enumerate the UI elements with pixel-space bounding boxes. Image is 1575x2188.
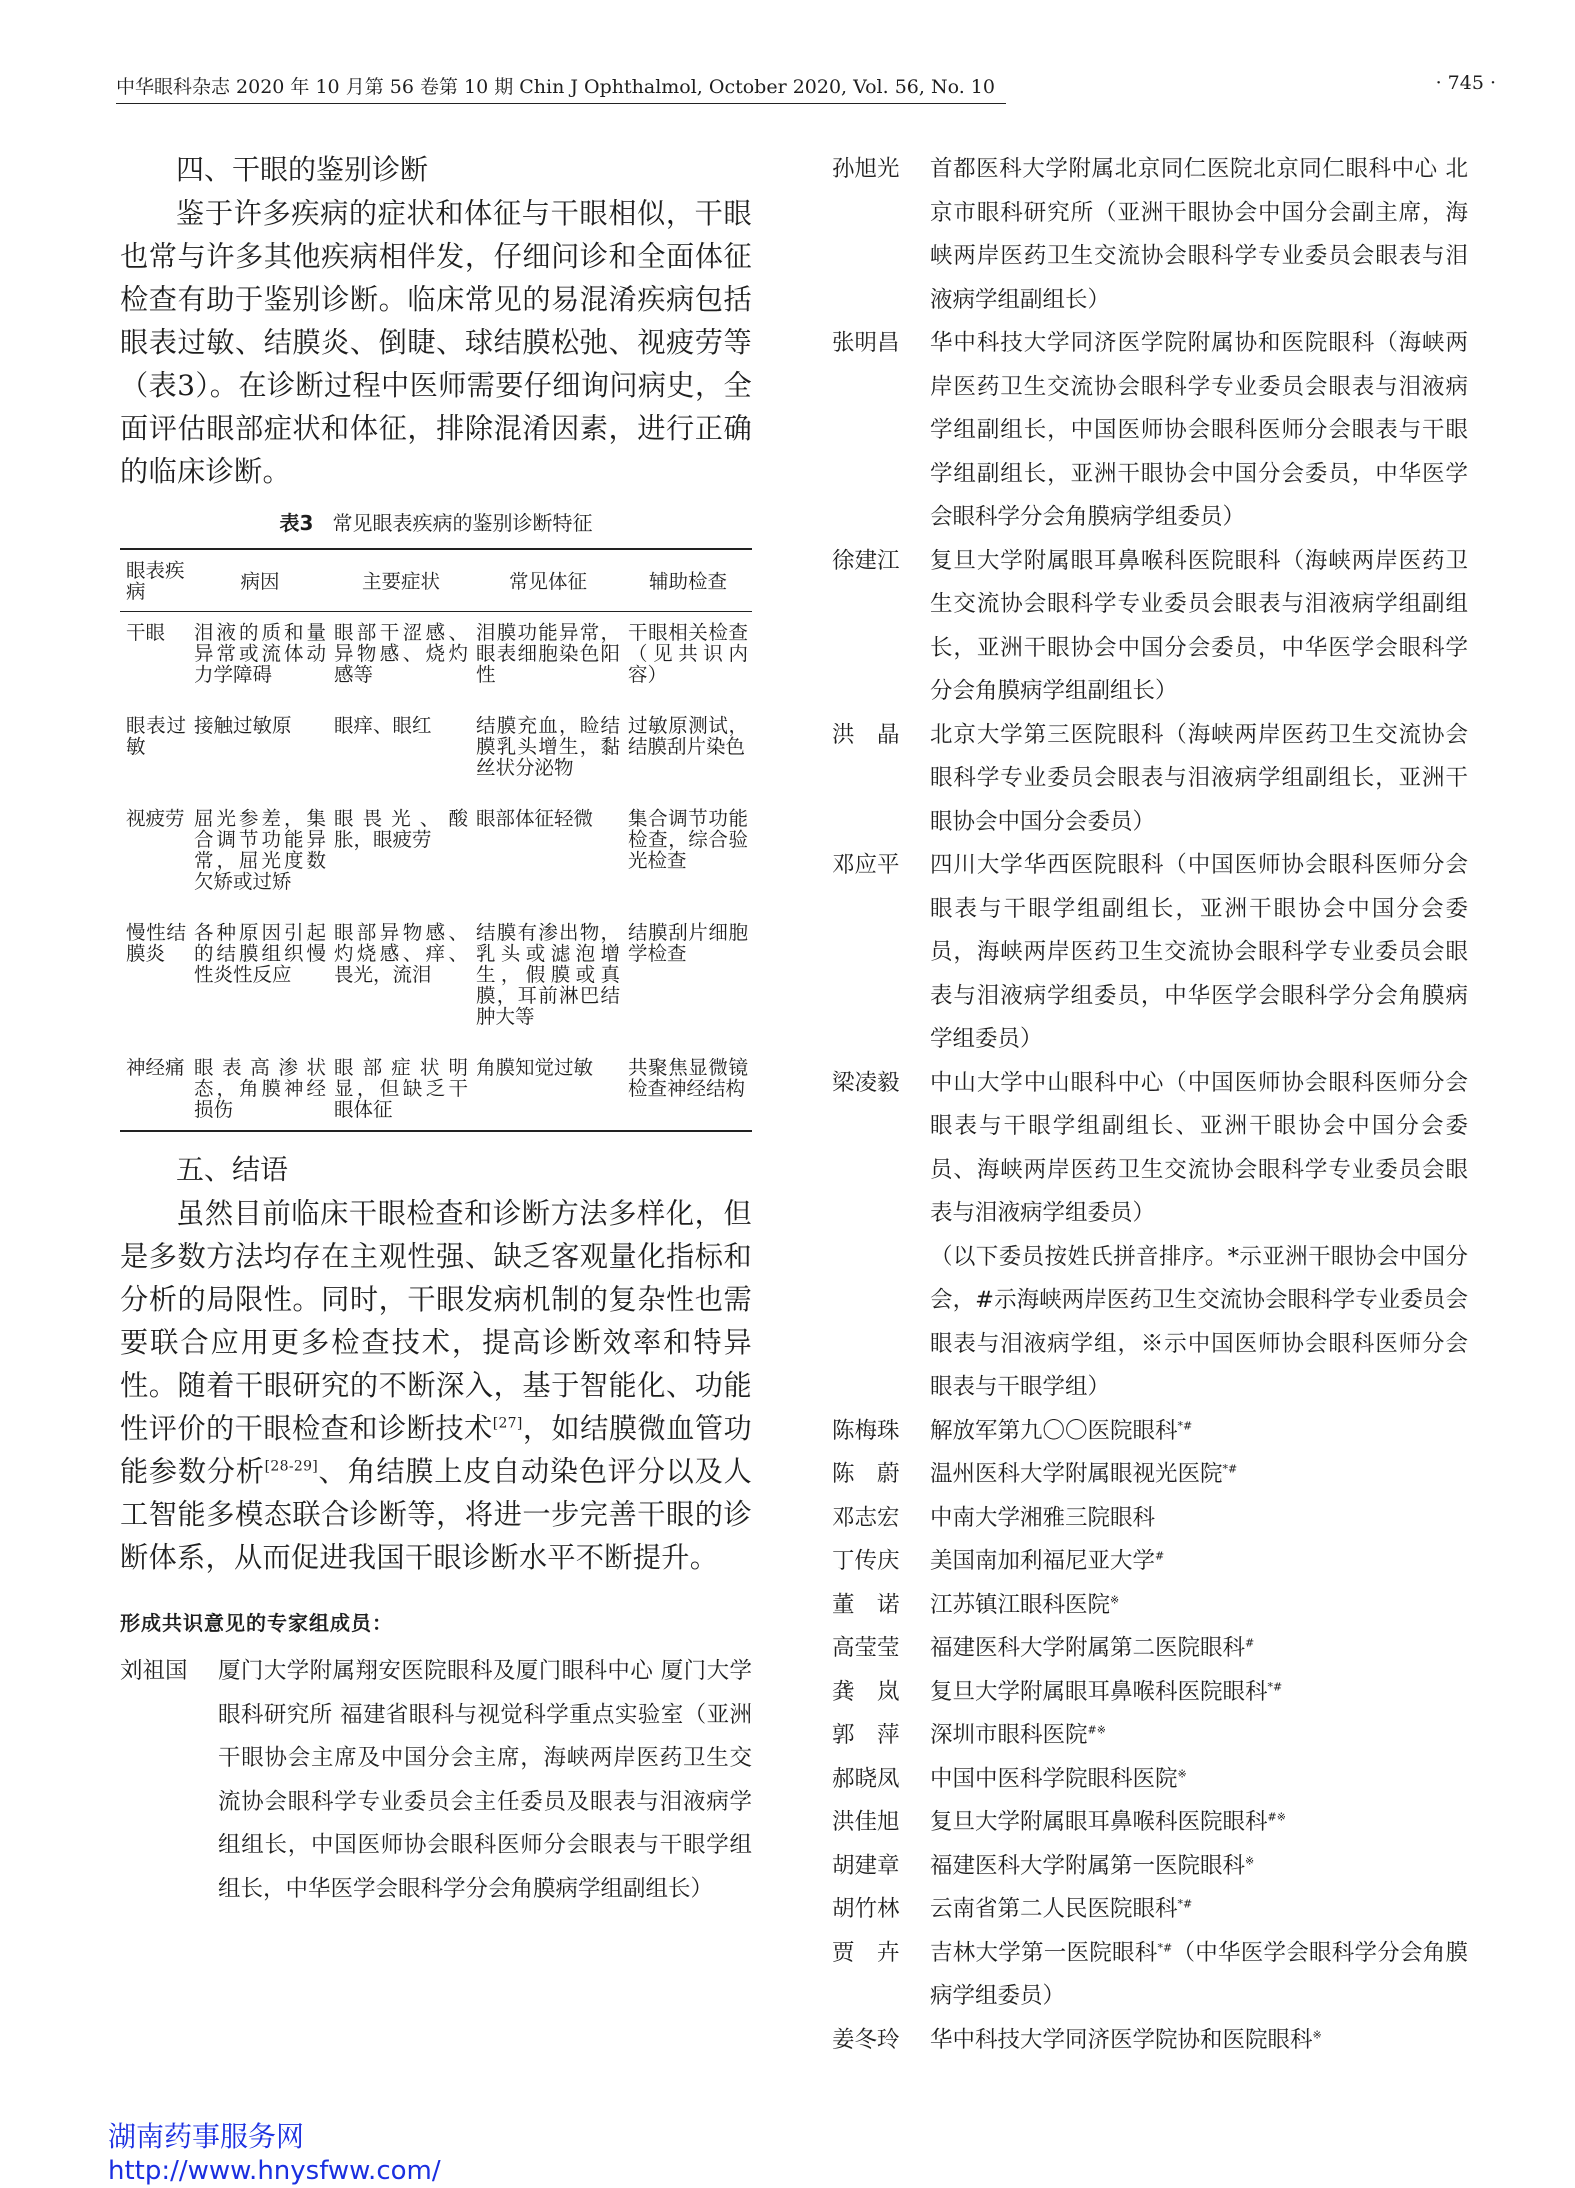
table-cell: 结膜刮片细胞学检查 <box>628 921 748 965</box>
member-affiliation <box>930 1453 1468 1497</box>
table-header-cell: 主要症状 <box>330 549 472 612</box>
table-cell: 视疲劳 <box>126 807 185 830</box>
member-name: 陈 蔚 <box>832 1461 900 1487</box>
section-4-title: 四、干眼的鉴别诊断 <box>176 153 429 186</box>
expert-member <box>832 1801 1468 1845</box>
expert-member <box>832 1627 1468 1671</box>
group-mark: *# <box>1177 1419 1193 1432</box>
member-name: 邓应平 <box>832 852 900 878</box>
section-5-text-c: 、角结膜上皮自动染色评分以及人工智能多模态联合诊断等，将进一步完善干眼的诊断体系，从而促进我国干眼诊断水平不断提升。 <box>120 1455 752 1574</box>
member-name: 郭 萍 <box>832 1722 900 1748</box>
expert-member <box>832 1497 1468 1541</box>
table-cell: 接触过敏原 <box>194 714 292 737</box>
member-affiliation <box>930 1714 1468 1758</box>
expert-member <box>832 1410 1468 1454</box>
affiliation-text: 首都医科大学附属北京同仁医院北京同仁眼科中心 北京市眼科研究所（亚洲干眼协会中国分会副主席，海峡两岸医药卫生交流协会眼科学专业委员会眼表与泪液病学组副组长） <box>930 156 1468 313</box>
table-header-cell: 病因 <box>190 549 330 612</box>
expert-member <box>832 322 1468 540</box>
table-cell: 眼部症状明显，但缺乏干眼体征 <box>334 1056 468 1121</box>
table-cell: 眼部异物感、灼烧感、痒、畏光，流泪 <box>334 921 468 986</box>
expert-member <box>832 1758 1468 1802</box>
table-row <box>120 1051 752 1131</box>
right-column <box>832 148 1468 2062</box>
affiliation-text: 厦门大学附属翔安医院眼科及厦门眼科中心 厦门大学眼科研究所 福建省眼科与视觉科学重点实验室（亚洲干眼协会主席及中国分会主席，海峡两岸医药卫生交流协会眼科学专业委员会主任委员及眼表与泪液病学组组长，中国医师协会眼科医师分会眼表与干眼学组组长，中华医学会眼科学分会角膜病学组副组长） <box>218 1658 752 1902</box>
expert-member <box>832 1062 1468 1236</box>
member-name: 董 诺 <box>832 1591 900 1618</box>
table-cell: 结膜充血，睑结膜乳头增生，黏丝状分泌物 <box>476 714 620 779</box>
group-mark: # <box>1245 1636 1255 1650</box>
watermark-site-name: 湖南药事服务网 <box>108 2120 305 2153</box>
member-name: 洪佳旭 <box>832 1809 900 1835</box>
table-cell: 神经痛 <box>126 1056 185 1079</box>
member-affiliation <box>930 1845 1468 1889</box>
group-mark: # <box>1155 1549 1165 1563</box>
table-cell: 眼表高渗状态，角膜神经损伤 <box>194 1056 326 1121</box>
member-name: 郝晓凤 <box>832 1765 900 1792</box>
citation-28-29: [28-29] <box>264 1458 319 1475</box>
member-affiliation <box>930 1540 1468 1584</box>
right-members-list-a <box>832 148 1468 1236</box>
member-affiliation <box>930 322 1468 540</box>
affiliation-text: 北京大学第三医院眼科（海峡两岸医药卫生交流协会眼科学专业委员会眼表与泪液病学组副组长，亚洲干眼协会中国分会委员） <box>930 721 1468 835</box>
affiliation-text: 云南省第二人民医院眼科 <box>930 1896 1178 1922</box>
watermark-url: http://www.hnysfww.com/ <box>108 2156 441 2186</box>
affiliation-text: 福建医科大学附属第一医院眼科 <box>930 1852 1246 1879</box>
group-mark: ※ <box>1177 1767 1187 1780</box>
member-affiliation <box>930 540 1468 714</box>
member-name: 徐建江 <box>832 547 900 574</box>
table-3-label: 表3 <box>279 511 314 535</box>
expert-member <box>832 2019 1468 2063</box>
member-name: 邓志宏 <box>832 1504 900 1531</box>
table-cell: 过敏原测试，结膜刮片染色 <box>628 714 748 758</box>
member-affiliation <box>930 1671 1468 1715</box>
group-mark: ※ <box>1312 2028 1322 2041</box>
group-mark: #※ <box>1267 1810 1286 1824</box>
affiliation-text: 四川大学华西医院眼科（中国医师协会眼科医师分会眼表与干眼学组副组长，亚洲干眼协会中国分会委员，海峡两岸医药卫生交流协会眼科学专业委员会眼表与泪液病学组委员，中华医学会眼科学分会角膜病学组委员） <box>930 852 1468 1052</box>
expert-member <box>120 1650 752 1911</box>
table-cell: 泪膜功能异常，眼表细胞染色阳性 <box>476 621 620 686</box>
table-header-cell: 眼表疾病 <box>120 549 190 612</box>
table-cell: 泪液的质和量异常或流体动力学障碍 <box>194 621 326 686</box>
affiliation-text: 深圳市眼科医院 <box>930 1722 1088 1748</box>
member-affiliation <box>930 1627 1468 1671</box>
group-mark: *# <box>1222 1462 1238 1476</box>
member-order-note: （以下委员按姓氏拼音排序。*示亚洲干眼协会中国分会，#示海峡两岸医药卫生交流协会眼科学专业委员会眼表与泪液病学组，※示中国医师协会眼科医师分会眼表与干眼学组） <box>930 1243 1468 1400</box>
member-name: 丁传庆 <box>832 1548 900 1574</box>
member-affiliation <box>930 1932 1468 2019</box>
table-row <box>120 709 752 802</box>
header-rule <box>116 103 1006 104</box>
expert-member <box>832 714 1468 845</box>
member-name: 胡建章 <box>832 1852 900 1879</box>
table-header-cell: 辅助检查 <box>624 549 752 612</box>
table-3-title: 常见眼表疾病的鉴别诊断特征 <box>332 511 593 535</box>
member-affiliation <box>930 1497 1468 1541</box>
table-row <box>120 612 752 710</box>
table-cell: 集合调节功能检查，综合验光检查 <box>628 807 748 872</box>
affiliation-text: 吉林大学第一医院眼科 <box>930 1939 1158 1966</box>
expert-member <box>832 1845 1468 1889</box>
affiliation-text: 温州医科大学附属眼视光医院 <box>930 1461 1223 1487</box>
expert-member <box>832 844 1468 1062</box>
expert-member <box>832 1540 1468 1584</box>
affiliation-text: 华中科技大学同济医学院附属协和医院眼科（海峡两岸医药卫生交流协会眼科学专业委员会眼表与泪液病学组副组长，中国医师协会眼科医师分会眼表与干眼学组副组长，亚洲干眼协会中国分会委员，中华医学会眼科学分会角膜病学组委员） <box>930 330 1468 530</box>
member-affiliation <box>930 1584 1468 1628</box>
member-name: 陈梅珠 <box>832 1417 900 1444</box>
affiliation-text: 福建医科大学附属第二医院眼科 <box>930 1635 1246 1661</box>
group-mark: ※ <box>1110 1593 1120 1606</box>
member-name: 张明昌 <box>832 330 900 356</box>
table-cell: 眼痒、眼红 <box>334 714 432 737</box>
table-cell: 角膜知觉过敏 <box>476 1056 594 1079</box>
expert-member <box>832 1932 1468 2019</box>
member-affiliation <box>930 2019 1468 2063</box>
affiliation-text: 中国中医科学院眼科医院 <box>930 1765 1178 1792</box>
table-3 <box>120 548 752 1132</box>
member-affiliation <box>930 1062 1468 1236</box>
table-cell: 屈光参差，集合调节功能异常，屈光度数欠矫或过矫 <box>194 807 326 893</box>
affiliation-text: 美国南加利福尼亚大学 <box>930 1548 1156 1574</box>
section-5-paragraph <box>120 1192 752 1579</box>
expert-member <box>832 540 1468 714</box>
running-header <box>116 72 1496 106</box>
left-column <box>120 150 752 1911</box>
table-row <box>120 802 752 916</box>
group-mark: ※ <box>1245 1854 1255 1867</box>
table-row <box>120 916 752 1051</box>
table-header-row <box>120 549 752 612</box>
member-name: 洪 晶 <box>832 721 900 748</box>
journal-citation: 中华眼科杂志 2020 年 10 月第 56 卷第 10 期 Chin J Ophthalmol, October 2020, Vol. 56, No. 10 <box>116 76 995 98</box>
affiliation-text: 解放军第九〇〇医院眼科 <box>930 1417 1178 1444</box>
member-affiliation <box>930 1410 1468 1454</box>
table-cell: 眼表过敏 <box>126 714 186 758</box>
affiliation-text: 复旦大学附属眼耳鼻喉科医院眼科 <box>930 1809 1268 1835</box>
affiliation-text: 复旦大学附属眼耳鼻喉科医院眼科（海峡两岸医药卫生交流协会眼科学专业委员会眼表与泪液病学组副组长，亚洲干眼协会中国分会委员，中华医学会眼科学分会角膜病学组副组长） <box>930 547 1468 704</box>
table-cell: 结膜有渗出物，乳头或滤泡增生，假膜或真膜，耳前淋巴结肿大等 <box>476 921 620 1028</box>
member-name: 刘祖国 <box>120 1658 188 1684</box>
section-5-title: 五、结语 <box>176 1153 289 1186</box>
table-3-caption <box>120 507 752 536</box>
section-5-text-a: 虽然目前临床干眼检查和诊断方法多样化，但是多数方法均存在主观性强、缺乏客观量化指标和分析的局限性。同时，干眼发病机制的复杂性也需要联合应用更多检查技术，提高诊断效率和特异性。随着干眼研究的不断深入，基于智能化、功能性评价的干眼检查和诊断技术 <box>120 1197 752 1445</box>
member-affiliation <box>218 1650 752 1911</box>
citation-27: [27] <box>492 1415 523 1432</box>
member-affiliation <box>930 1801 1468 1845</box>
affiliation-text: 复旦大学附属眼耳鼻喉科医院眼科 <box>930 1678 1268 1705</box>
table-header-cell: 常见体征 <box>472 549 624 612</box>
member-name: 高莹莹 <box>832 1635 900 1661</box>
member-name: 贾 卉 <box>832 1939 900 1966</box>
affiliation-text: 中山大学中山眼科中心（中国医师协会眼科医师分会眼表与干眼学组副组长、亚洲干眼协会中国分会委员、海峡两岸医药卫生交流协会眼科学专业委员会眼表与泪液病学组委员） <box>930 1069 1468 1226</box>
member-affiliation <box>930 1758 1468 1802</box>
table-cell: 干眼 <box>126 621 166 644</box>
expert-member <box>832 1584 1468 1628</box>
table-cell: 眼部体征轻微 <box>476 807 594 830</box>
member-name: 孙旭光 <box>832 156 900 182</box>
expert-member <box>832 148 1468 322</box>
member-name: 梁凌毅 <box>832 1069 900 1096</box>
page-number: · 745 · <box>1435 72 1496 94</box>
table-cell: 各种原因引起的结膜组织慢性炎性反应 <box>194 921 326 986</box>
left-members-list <box>120 1650 752 1911</box>
section-5-text-b: ，如结膜微血管功能参数分析 <box>120 1412 753 1488</box>
expert-member <box>832 1714 1468 1758</box>
experts-title: 形成共识意见的专家组成员： <box>120 1611 393 1635</box>
section-4-paragraph: 鉴于许多疾病的症状和体征与干眼相似，干眼也常与许多其他疾病相伴发，仔细问诊和全面体征检查有助于鉴别诊断。临床常见的易混淆疾病包括眼表过敏、结膜炎、倒睫、球结膜松弛、视疲劳等（表3）。在诊断过程中医师需要仔细询问病史，全面评估眼部症状和体征，排除混淆因素，进行正确的临床诊断。 <box>120 197 752 488</box>
table-cell: 眼部干涩感、异物感、烧灼感等 <box>334 621 468 686</box>
table-cell: 慢性结膜炎 <box>126 921 186 965</box>
affiliation-role: （中华医学会眼科学分会角膜病学组委员） <box>930 1939 1468 2009</box>
expert-member <box>832 1453 1468 1497</box>
affiliation-text: 江苏镇江眼科医院 <box>930 1591 1111 1618</box>
table-cell: 眼畏光、酸胀，眼疲劳 <box>334 807 468 851</box>
member-affiliation <box>930 1888 1468 1932</box>
group-mark: *# <box>1177 1897 1193 1911</box>
member-name: 胡竹林 <box>832 1896 900 1922</box>
watermark <box>108 2120 441 2188</box>
expert-member <box>832 1888 1468 1932</box>
member-name: 姜冬玲 <box>832 2026 900 2053</box>
affiliation-text: 中南大学湘雅三院眼科 <box>930 1504 1156 1531</box>
table-cell: 干眼相关检查（见共识内容） <box>628 621 748 686</box>
affiliation-text: 华中科技大学同济医学院协和医院眼科 <box>930 2026 1313 2053</box>
member-name: 龚 岚 <box>832 1678 900 1705</box>
member-affiliation <box>930 714 1468 845</box>
member-affiliation <box>930 148 1468 322</box>
expert-member <box>832 1671 1468 1715</box>
right-members-list-b <box>832 1410 1468 2063</box>
group-mark: *# <box>1267 1680 1283 1693</box>
group-mark: #※ <box>1087 1723 1106 1737</box>
table-cell: 共聚焦显微镜检查神经结构 <box>628 1056 748 1100</box>
member-affiliation <box>930 844 1468 1062</box>
group-mark: *# <box>1157 1941 1173 1954</box>
